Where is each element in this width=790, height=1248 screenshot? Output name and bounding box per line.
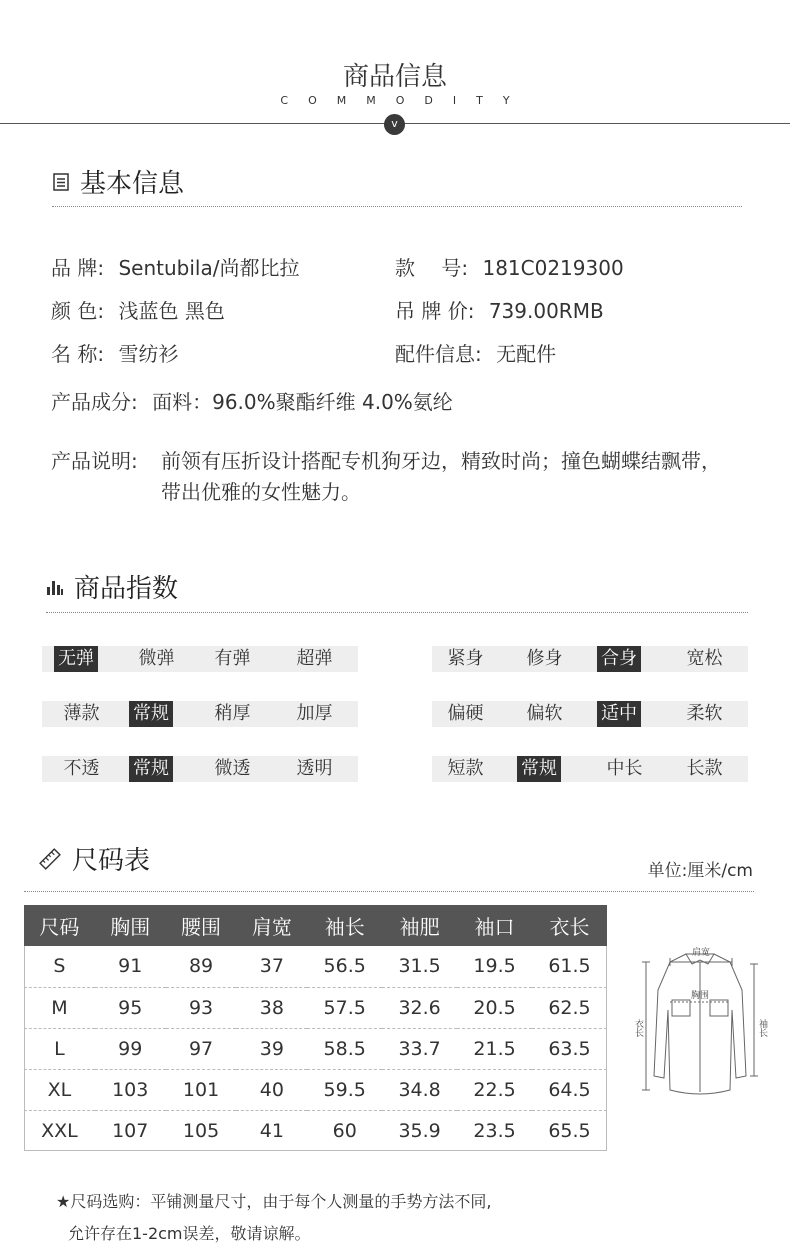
- size-title: 尺码表: [72, 846, 151, 876]
- index-option: 稍厚: [214, 703, 251, 724]
- index-row-left-1: [42, 701, 358, 727]
- chest-label: 胸围: [690, 991, 710, 1001]
- accessory-label: 配件信息:: [395, 342, 482, 366]
- brand-label: 品 牌:: [51, 256, 105, 280]
- size-unit: 单位:厘米/cm: [647, 861, 753, 881]
- size-cell: 101: [166, 1069, 237, 1110]
- index-option-selected: 常规: [129, 701, 173, 727]
- index-row-left-0: [42, 646, 358, 672]
- color-row: [51, 295, 225, 324]
- index-option: 中长: [606, 758, 643, 779]
- size-cell: 60: [307, 1110, 382, 1151]
- index-option: 紧身: [447, 648, 484, 669]
- price-value: 739.00RMB: [488, 299, 604, 323]
- index-option: 长款: [686, 758, 723, 779]
- size-cell: 93: [166, 987, 237, 1028]
- index-option: 微弹: [138, 648, 175, 669]
- brand-row: [51, 252, 299, 281]
- name-value: 雪纺衫: [118, 342, 179, 366]
- index-title: 商品指数: [74, 574, 179, 604]
- size-cell: 41: [236, 1110, 307, 1151]
- index-option-selected: 合身: [597, 646, 641, 672]
- size-cell: 40: [236, 1069, 307, 1110]
- color-label: 颜 色:: [51, 299, 105, 323]
- size-cell: 59.5: [307, 1069, 382, 1110]
- size-note-line1: ★尺码选购：平铺测量尺寸，由于每个人测量的手势方法不同,: [56, 1192, 492, 1211]
- table-row: [24, 1110, 607, 1151]
- index-heading: [46, 568, 178, 605]
- shirt-measurement-diagram: [630, 940, 770, 1100]
- composition-row: [51, 386, 453, 415]
- size-cell: 37: [259, 955, 284, 978]
- size-cell: XXL: [24, 1110, 95, 1151]
- size-cell: 95: [95, 987, 166, 1028]
- document-icon: [52, 173, 70, 191]
- size-cell: 63.5: [532, 1028, 607, 1069]
- style-value: 181C0219300: [482, 256, 624, 280]
- size-cell: 23.5: [457, 1110, 532, 1151]
- size-table: [24, 905, 607, 1151]
- size-cell: 35.9: [382, 1110, 457, 1151]
- size-cell: 61.5: [548, 955, 591, 978]
- price-label: 吊 牌 价:: [395, 299, 475, 323]
- index-option: 加厚: [296, 703, 333, 724]
- size-cell: 56.5: [323, 955, 366, 978]
- style-row: [395, 252, 624, 281]
- size-cell: L: [24, 1028, 95, 1069]
- size-cell: 64.5: [532, 1069, 607, 1110]
- accessory-value: 无配件: [496, 342, 557, 366]
- size-cell: 91: [118, 955, 143, 978]
- index-option: 超弹: [296, 648, 333, 669]
- shoulder-label: 肩宽: [691, 948, 711, 958]
- size-cell: 89: [188, 955, 214, 978]
- basic-info-divider: [52, 206, 742, 207]
- size-cell: 57.5: [307, 987, 382, 1028]
- index-option-selected: 常规: [129, 756, 173, 782]
- index-option-selected: 常规: [517, 756, 561, 782]
- table-row: [24, 987, 607, 1028]
- size-note: [56, 1186, 491, 1248]
- page-subtitle: COMMODITY: [280, 94, 530, 107]
- color-value: 浅蓝色 黑色: [118, 299, 225, 323]
- index-option: 偏硬: [447, 703, 484, 724]
- size-table-header: [24, 905, 607, 946]
- size-cell: 19.5: [473, 955, 516, 978]
- table-row: [24, 1069, 607, 1110]
- index-option: 透明: [296, 758, 333, 779]
- size-cell: 21.5: [457, 1028, 532, 1069]
- size-header-cell: 衣长: [532, 905, 607, 946]
- size-header-cell: 袖长: [307, 905, 382, 946]
- composition-label: 产品成分:: [51, 390, 138, 414]
- size-cell: 38: [236, 987, 307, 1028]
- index-option: 不透: [63, 758, 100, 779]
- basic-info-title: 基本信息: [80, 169, 185, 199]
- size-cell: 32.6: [382, 987, 457, 1028]
- index-option-selected: 无弹: [54, 646, 98, 672]
- size-heading: [38, 840, 150, 877]
- size-table-body: [24, 946, 607, 1151]
- size-cell: 62.5: [532, 987, 607, 1028]
- name-label: 名 称:: [51, 342, 105, 366]
- index-row-left-2: [42, 756, 358, 782]
- size-cell: 99: [95, 1028, 166, 1069]
- sleeve-label: 袖长: [757, 1019, 767, 1037]
- index-option-selected: 适中: [597, 701, 641, 727]
- table-row: [24, 1028, 607, 1069]
- size-cell: S: [53, 955, 66, 978]
- index-row-right-2: [432, 756, 748, 782]
- size-cell: 58.5: [307, 1028, 382, 1069]
- size-divider: [24, 891, 754, 892]
- size-header-cell: 肩宽: [236, 905, 307, 946]
- index-option: 柔软: [686, 703, 723, 724]
- size-cell: 22.5: [457, 1069, 532, 1110]
- index-option: 有弹: [214, 648, 251, 669]
- index-divider: [46, 612, 748, 613]
- price-row: [395, 295, 604, 324]
- table-row: [24, 946, 607, 987]
- index-option: 薄款: [63, 703, 100, 724]
- size-header-cell: 袖口: [457, 905, 532, 946]
- page-title: 商品信息: [342, 62, 447, 92]
- description-label: 产品说明:: [51, 449, 138, 473]
- accessory-row: [395, 338, 556, 367]
- name-row: [51, 338, 178, 367]
- style-label: 款 号:: [395, 256, 469, 280]
- size-cell: 97: [166, 1028, 237, 1069]
- size-cell: 39: [236, 1028, 307, 1069]
- length-label: 衣长: [633, 1019, 643, 1037]
- brand-value: Sentubila/尚都比拉: [118, 256, 300, 280]
- size-header-cell: 腰围: [166, 905, 237, 946]
- composition-value: 面料：96.0%聚酯纤维 4.0%氨纶: [152, 390, 453, 414]
- bar-chart-icon: [46, 578, 64, 596]
- size-cell: XL: [24, 1069, 95, 1110]
- index-option: 微透: [214, 758, 251, 779]
- index-option: 偏软: [526, 703, 563, 724]
- size-cell: 33.7: [382, 1028, 457, 1069]
- size-header-cell: 尺码: [24, 905, 95, 946]
- size-cell: 31.5: [398, 955, 441, 978]
- size-cell: 105: [166, 1110, 237, 1151]
- size-note-line2: 允许存在1-2cm误差，敬请谅解。: [68, 1224, 311, 1243]
- ruler-icon: [38, 847, 62, 871]
- index-option: 短款: [447, 758, 484, 779]
- description-value: 前领有压折设计搭配专机狗牙边，精致时尚；撞色蝴蝶结飘带，带出优雅的女性魅力。: [161, 449, 721, 504]
- index-option: 宽松: [686, 648, 723, 669]
- size-cell: 65.5: [532, 1110, 607, 1151]
- size-cell: 107: [95, 1110, 166, 1151]
- size-cell: 34.8: [382, 1069, 457, 1110]
- size-header-cell: 袖肥: [382, 905, 457, 946]
- basic-info-heading: [52, 163, 184, 200]
- index-row-right-0: [432, 646, 748, 672]
- size-cell: 20.5: [457, 987, 532, 1028]
- size-header-cell: 胸围: [95, 905, 166, 946]
- size-cell: 103: [95, 1069, 166, 1110]
- index-row-right-1: [432, 701, 748, 727]
- size-cell: M: [24, 987, 95, 1028]
- index-option: 修身: [526, 648, 563, 669]
- chevron-down-icon: v: [384, 114, 405, 135]
